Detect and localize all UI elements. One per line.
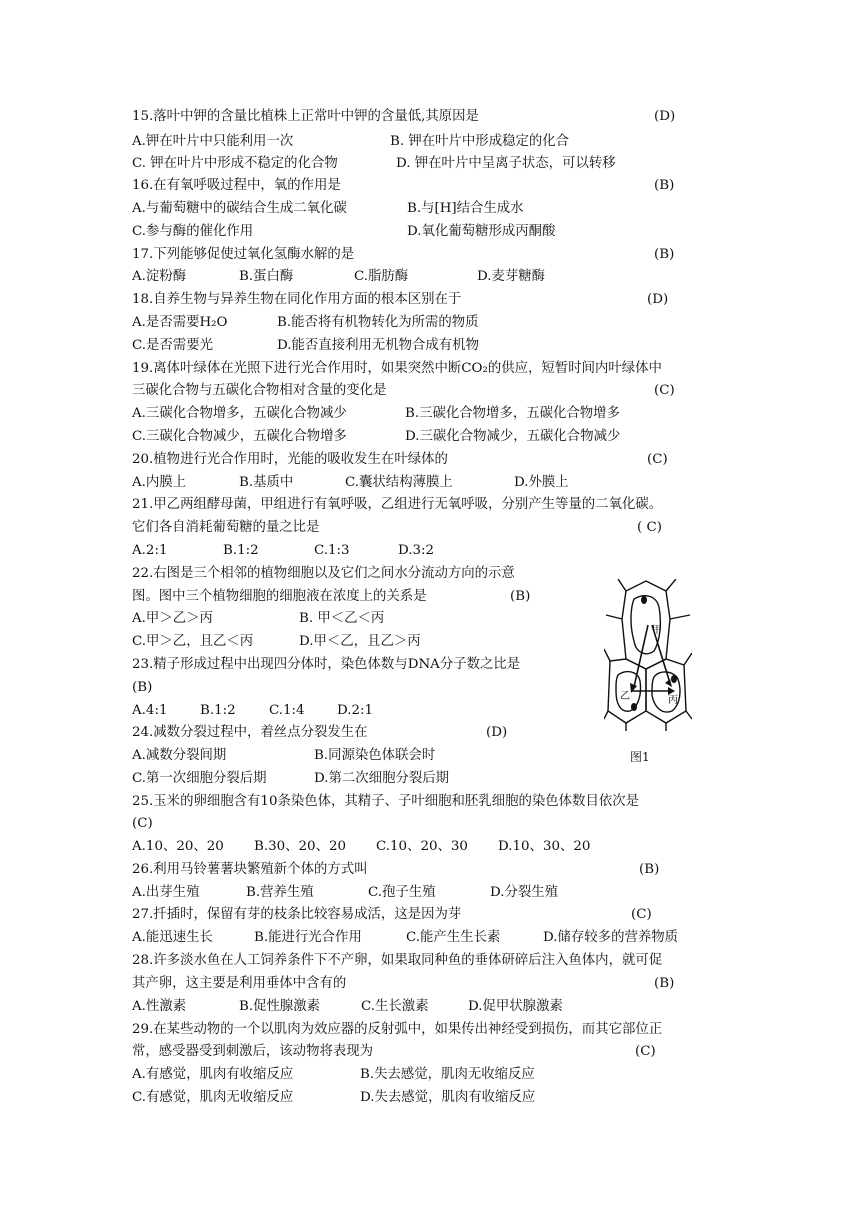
q21-option-a: A.2:1 bbox=[132, 543, 168, 558]
q20-option-c: C.囊状结构薄膜上 bbox=[345, 475, 453, 490]
q16-option-c: C.参与酶的催化作用 bbox=[132, 224, 254, 239]
q25-option-c: C.10、20、30 bbox=[376, 839, 468, 854]
question-16-stem: 16.在有氧呼吸过程中，氧的作用是 bbox=[132, 178, 341, 193]
question-29-stem-line1: 29.在某些动物的一个以肌肉为效应器的反射弧中，如果传出神经受到损伤，而其它部位正 bbox=[132, 1022, 663, 1037]
q27-option-b: B.能进行光合作用 bbox=[254, 930, 362, 945]
question-20-answer: (C) bbox=[647, 452, 668, 467]
question-23-answer: (B) bbox=[132, 680, 153, 695]
question-27-stem: 27.扦插时，保留有芽的枝条比较容易成活，这是因为芽 bbox=[132, 907, 462, 922]
q17-option-d: D.麦芽糖酶 bbox=[477, 269, 546, 284]
q17-option-b: B.蛋白酶 bbox=[239, 269, 294, 284]
nucleus-jia bbox=[641, 596, 647, 604]
q28-option-a: A.性激素 bbox=[132, 999, 187, 1014]
q23-option-a: A.4:1 bbox=[132, 703, 168, 718]
q17-option-a: A.淀粉酶 bbox=[132, 269, 187, 284]
q25-option-d: D.10、30、20 bbox=[498, 839, 591, 854]
q24-option-d: D.第二次细胞分裂后期 bbox=[314, 771, 450, 786]
nucleus-yi bbox=[631, 703, 637, 711]
question-28-answer: (B) bbox=[654, 976, 675, 991]
q27-option-c: C.能产生生长素 bbox=[406, 930, 501, 945]
q29-option-b: B.失去感觉，肌肉无收缩反应 bbox=[360, 1067, 535, 1082]
q15-option-a: A.钾在叶片中只能利用一次 bbox=[132, 134, 294, 149]
question-19-answer: (C) bbox=[654, 383, 675, 398]
q25-option-b: B.30、20、20 bbox=[254, 839, 346, 854]
question-27-answer: (C) bbox=[631, 907, 652, 922]
q17-option-c: C.脂肪酶 bbox=[354, 269, 409, 284]
question-28-stem-line1: 28.许多淡水鱼在人工饲养条件下不产卵，如果取同种鱼的垂体研碎后注入鱼体内，就可促 bbox=[132, 953, 663, 968]
q24-option-a: A.减数分裂间期 bbox=[132, 748, 227, 763]
q18-option-b: B.能否将有机物转化为所需的物质 bbox=[277, 315, 479, 330]
q23-option-c: C.1:4 bbox=[269, 703, 305, 718]
question-21-stem-line1: 21.甲乙两组酵母菌，甲组进行有氧呼吸，乙组进行无氧呼吸，分别产生等量的二氧化碳。 bbox=[132, 497, 663, 512]
q20-option-d: D.外膜上 bbox=[514, 475, 569, 490]
q21-option-c: C.1:3 bbox=[314, 543, 350, 558]
q27-option-a: A.能迅速生长 bbox=[132, 930, 213, 945]
question-21-answer: ( C) bbox=[637, 520, 662, 535]
q22-option-c: C.甲＞乙，且乙＜丙 bbox=[132, 634, 254, 649]
question-22-stem-line1: 22.右图是三个相邻的植物细胞以及它们之间水分流动方向的示意 bbox=[132, 566, 515, 581]
q16-option-a: A.与葡萄糖中的碳结合生成二氧化碳 bbox=[132, 201, 347, 216]
q19-option-a: A.三碳化合物增多，五碳化合物减少 bbox=[132, 406, 347, 421]
q22-option-a: A.甲＞乙＞丙 bbox=[132, 611, 213, 626]
question-21-stem-line2: 它们各自消耗葡萄糖的量之比是 bbox=[132, 520, 320, 535]
q26-option-d: D.分裂生殖 bbox=[490, 885, 559, 900]
question-29-answer: (C) bbox=[635, 1044, 656, 1059]
q16-option-b: B.与[H]结合生成水 bbox=[407, 201, 524, 216]
nucleus-bing bbox=[671, 675, 677, 683]
q22-option-d: D.甲＜乙，且乙＞丙 bbox=[299, 634, 421, 649]
q20-option-a: A.内膜上 bbox=[132, 475, 187, 490]
question-24-stem: 24.减数分裂过程中，着丝点分裂发生在 bbox=[132, 725, 368, 740]
q28-option-b: B.促性腺激素 bbox=[239, 999, 321, 1014]
q18-option-d: D.能否直接利用无机物合成有机物 bbox=[277, 338, 479, 353]
q25-option-a: A.10、20、20 bbox=[132, 839, 224, 854]
question-24-answer: (D) bbox=[486, 725, 508, 740]
label-jia: 甲 bbox=[652, 625, 662, 636]
question-15-stem: 15.落叶中钾的含量比植株上正常叶中钾的含量低,其原因是 bbox=[132, 109, 479, 124]
q19-option-c: C.三碳化合物减少，五碳化合物增多 bbox=[132, 429, 347, 444]
q18-option-c: C.是否需要光 bbox=[132, 338, 213, 353]
q21-option-d: D.3:2 bbox=[398, 543, 435, 558]
q28-option-d: D.促甲状腺激素 bbox=[468, 999, 563, 1014]
label-yi: 乙 bbox=[620, 691, 630, 702]
question-18-stem: 18.自养生物与异养生物在同化作用方面的根本区别在于 bbox=[132, 292, 462, 307]
question-25-stem: 25.玉米的卵细胞含有10条染色体，其精子、子叶细胞和胚乳细胞的染色体数目依次是 bbox=[132, 794, 640, 809]
question-26-answer: (B) bbox=[639, 862, 660, 877]
question-17-answer: (B) bbox=[654, 247, 675, 262]
q16-option-d: D.氧化葡萄糖形成丙酮酸 bbox=[407, 224, 556, 239]
q21-option-b: B.1:2 bbox=[223, 543, 259, 558]
plant-cells-figure bbox=[604, 579, 692, 731]
q19-option-b: B.三碳化合物增多，五碳化合物增多 bbox=[405, 406, 620, 421]
q15-option-d: D. 钾在叶片中呈离子状态，可以转移 bbox=[396, 156, 616, 171]
cell-jia-wall bbox=[622, 581, 670, 669]
q22-option-b: B. 甲＜乙＜丙 bbox=[299, 611, 385, 626]
question-19-stem-line2: 三碳化合物与五碳化合物相对含量的变化是 bbox=[132, 383, 387, 398]
question-16-answer: (B) bbox=[654, 178, 675, 193]
q20-option-b: B.基质中 bbox=[239, 475, 294, 490]
question-26-stem: 26.利用马铃薯薯块繁殖新个体的方式叫 bbox=[132, 862, 368, 877]
q28-option-c: C.生长激素 bbox=[361, 999, 429, 1014]
q19-option-d: D.三碳化合物减少，五碳化合物减少 bbox=[405, 429, 621, 444]
q26-option-b: B.营养生殖 bbox=[246, 885, 314, 900]
q26-option-c: C.孢子生殖 bbox=[368, 885, 436, 900]
q23-option-d: D.2:1 bbox=[337, 703, 374, 718]
question-22-answer: (B) bbox=[510, 589, 531, 604]
label-bing: 丙 bbox=[668, 695, 678, 706]
q29-option-d: D.失去感觉，肌肉有收缩反应 bbox=[360, 1090, 536, 1105]
q23-option-b: B.1:2 bbox=[200, 703, 236, 718]
q29-option-c: C.有感觉，肌肉无收缩反应 bbox=[132, 1090, 294, 1105]
q15-option-b: B. 钾在叶片中形成稳定的化合 bbox=[390, 134, 570, 149]
question-15-answer: (D) bbox=[654, 109, 676, 124]
question-22-stem-line2: 图。图中三个植物细胞的细胞液在浓度上的关系是 bbox=[132, 589, 427, 604]
question-23-stem: 23.精子形成过程中出现四分体时，染色体数与DNA分子数之比是 bbox=[132, 657, 521, 672]
figure-caption: 图1 bbox=[630, 750, 650, 764]
question-17-stem: 17.下列能够促使过氧化氢酶水解的是 bbox=[132, 247, 355, 262]
question-19-stem-line1: 19.离体叶绿体在光照下进行光合作用时，如果突然中断CO₂的供应，短暂时间内叶绿体中 bbox=[132, 361, 662, 376]
q24-option-c: C.第一次细胞分裂后期 bbox=[132, 771, 267, 786]
q24-option-b: B.同源染色体联会时 bbox=[314, 748, 436, 763]
q29-option-a: A.有感觉，肌肉有收缩反应 bbox=[132, 1067, 294, 1082]
q26-option-a: A.出芽生殖 bbox=[132, 885, 200, 900]
question-20-stem: 20.植物进行光合作用时，光能的吸收发生在叶绿体的 bbox=[132, 452, 448, 467]
q15-option-c: C. 钾在叶片中形成不稳定的化合物 bbox=[132, 156, 338, 171]
question-25-answer: (C) bbox=[132, 816, 153, 831]
question-29-stem-line2: 常，感受器受到刺激后，该动物将表现为 bbox=[132, 1044, 374, 1059]
question-18-answer: (D) bbox=[647, 292, 669, 307]
q18-option-a: A.是否需要H₂O bbox=[132, 315, 228, 330]
q27-option-d: D.储存较多的营养物质 bbox=[543, 930, 679, 945]
question-28-stem-line2: 其产卵，这主要是利用垂体中含有的 bbox=[132, 976, 347, 991]
